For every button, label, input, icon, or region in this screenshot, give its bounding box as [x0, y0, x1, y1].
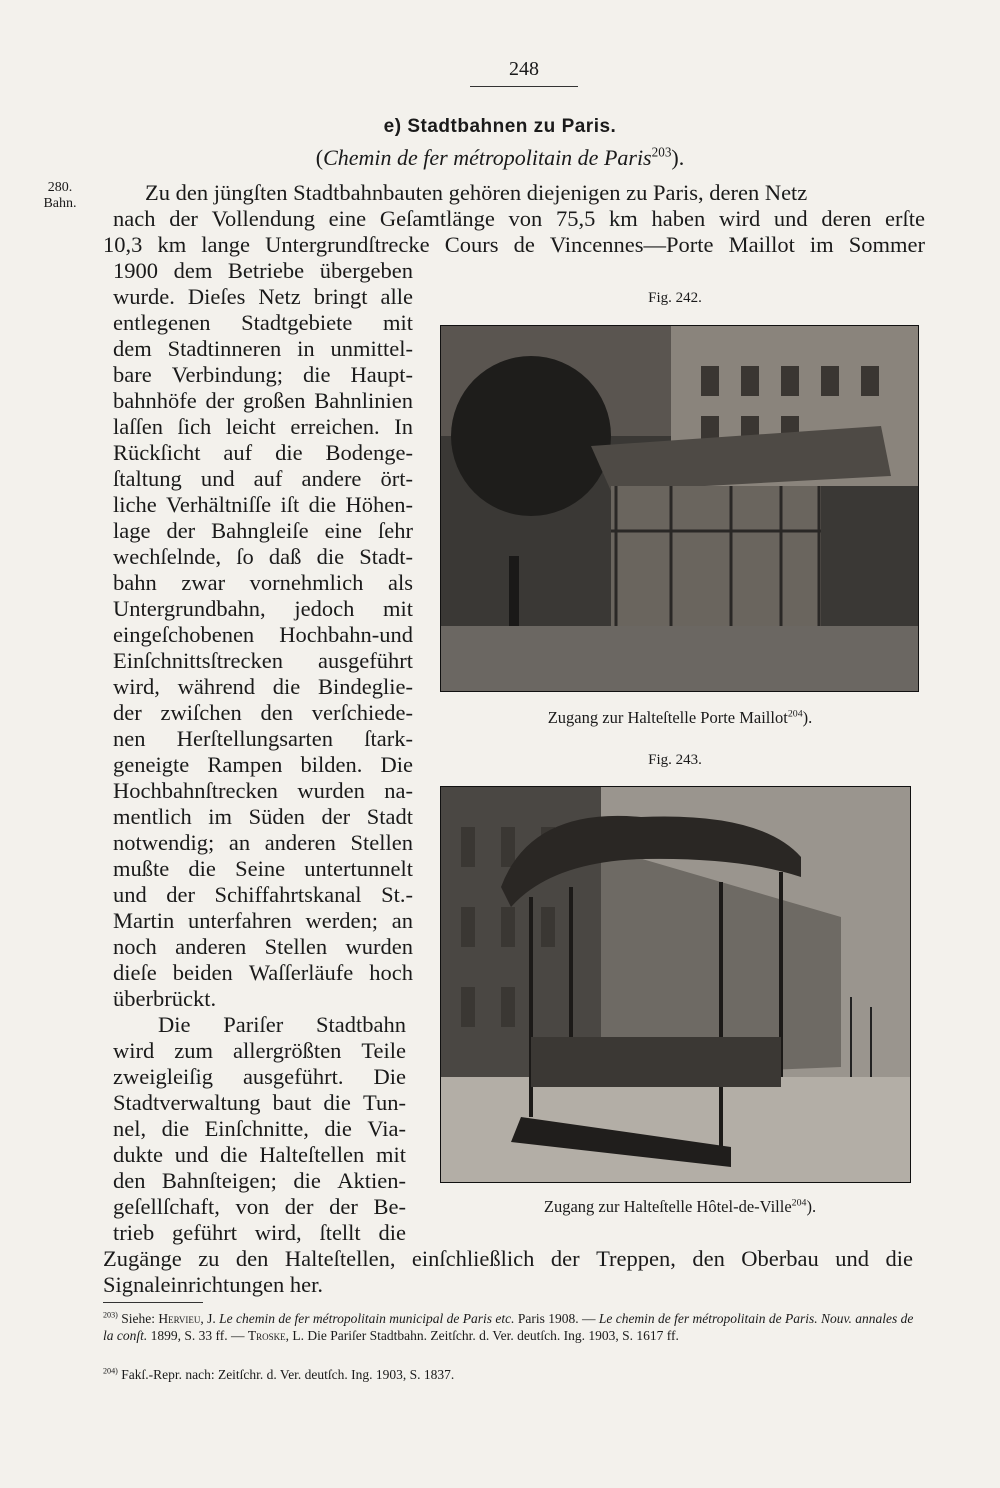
word: einſchließlich	[411, 1246, 535, 1271]
word: Bahnſteigen;	[161, 1168, 277, 1193]
word: wechſelnde,	[113, 544, 222, 569]
word: Süden	[248, 804, 305, 829]
word: untertunnelt	[304, 856, 413, 881]
word: Untergrundbahn,	[113, 596, 266, 621]
word: die	[308, 492, 337, 517]
caption-close: ).	[802, 708, 813, 727]
word: erreichen.	[290, 414, 380, 439]
word: und	[200, 466, 235, 491]
caption-text: Zugang zur Halteſtelle Hôtel-de-Ville	[543, 1197, 792, 1216]
word: Waſſerläufe	[248, 960, 354, 985]
word: die	[188, 856, 216, 881]
word: na-	[384, 778, 413, 803]
word: die	[220, 1142, 248, 1167]
word: den	[113, 1168, 146, 1193]
word: die	[272, 674, 301, 699]
word: 1900	[113, 258, 158, 283]
body-line	[113, 908, 413, 934]
word: Die	[158, 1012, 191, 1037]
word: auf	[253, 466, 283, 491]
footnote-text: Fakſ.-Repr. nach: Zeitſchr. d. Ver. deutſch. Ing. 1903, S. 1837.	[121, 1367, 455, 1382]
body-line	[113, 258, 413, 284]
word: ſtaltung	[113, 466, 182, 491]
word: den	[692, 1246, 725, 1271]
body-line	[103, 1246, 913, 1272]
word: geneigte	[113, 752, 190, 777]
body-line: Signaleinrichtungen her.	[103, 1272, 323, 1297]
footnote	[103, 1310, 923, 1344]
word: dukte	[113, 1142, 163, 1167]
word: eine	[328, 206, 367, 231]
word: Stadt	[366, 804, 413, 829]
body-line	[113, 1194, 406, 1220]
word: Maillot	[728, 232, 795, 257]
word: erſte	[885, 206, 925, 231]
word: unterfahren	[188, 908, 292, 933]
body-line	[113, 362, 413, 388]
word: Verhältniſſe	[166, 492, 272, 517]
word: bringt	[313, 284, 368, 309]
word: eine	[324, 518, 363, 543]
word: Stellen	[264, 934, 328, 959]
figure-photo-porte-maillot	[440, 325, 919, 692]
body-line	[113, 830, 413, 856]
word: der	[284, 1194, 314, 1219]
word: eingeſchobenen	[113, 622, 255, 647]
body-line	[113, 804, 413, 830]
body-line	[113, 622, 413, 648]
figure-caption	[460, 708, 900, 728]
word: die	[303, 362, 331, 387]
word: Stadtverwaltung	[113, 1090, 261, 1115]
word: bare	[113, 362, 152, 387]
word: Bahngleiſe	[211, 518, 309, 543]
body-line	[158, 1012, 406, 1038]
word: Vollendung	[211, 206, 315, 231]
word: Sommer	[848, 232, 925, 257]
word: mit	[375, 1142, 406, 1167]
word: bahn	[113, 570, 157, 595]
word: ſo	[236, 544, 254, 569]
word: an	[391, 908, 413, 933]
word: Betriebe	[227, 258, 305, 283]
figure-photo-hotel-de-ville	[440, 786, 911, 1183]
margin-note-label: Bahn.	[43, 196, 77, 211]
footnote-text: 1899, S. 33 ff. —	[147, 1328, 248, 1343]
word: dem	[113, 336, 152, 361]
word: auf	[223, 440, 253, 465]
word: dem	[173, 258, 213, 283]
page-number: 248	[509, 58, 539, 80]
word: andere	[301, 466, 362, 491]
body-line	[113, 544, 413, 570]
word: Verbindung;	[171, 362, 283, 387]
word: noch	[113, 934, 157, 959]
word: notwendig;	[113, 830, 215, 855]
word: Stadtinneren	[167, 336, 282, 361]
body-line	[113, 414, 413, 440]
figure-label: Fig. 243.	[648, 752, 702, 768]
footnote	[103, 1366, 923, 1383]
body-line	[113, 856, 413, 882]
word: mit	[382, 310, 413, 335]
word: beiden	[172, 960, 233, 985]
body-line	[113, 492, 413, 518]
body-line	[113, 1142, 406, 1168]
body-line	[113, 726, 413, 752]
word: und	[174, 1142, 209, 1167]
page-number-rule	[470, 86, 578, 87]
word: mit	[382, 596, 413, 621]
body-line	[113, 388, 413, 414]
figure-caption	[460, 1197, 900, 1217]
word: Bodenge-	[325, 440, 413, 465]
word: baut	[272, 1090, 312, 1115]
subtitle-italic: Chemin de fer métropolitain de Paris	[323, 145, 652, 170]
body-line	[113, 284, 413, 310]
word: wurden	[297, 778, 365, 803]
footnote-title: Le chemin de fer métropolitain de Paris. Nouv. annales de la conſt.	[103, 1311, 914, 1343]
word: Höhen-	[345, 492, 413, 517]
word: die	[323, 1090, 351, 1115]
body-line: überbrückt.	[113, 986, 217, 1011]
body-line	[113, 648, 413, 674]
word: Tun-	[363, 1090, 406, 1115]
body-line	[113, 778, 413, 804]
word: an	[228, 830, 251, 855]
word: Stellen	[350, 830, 413, 855]
word: St.-	[381, 882, 413, 907]
footnote-rule	[103, 1302, 203, 1303]
word: verſchiede-	[311, 700, 413, 725]
body-line	[113, 960, 413, 986]
footnote-author: Hervieu, J.	[158, 1311, 216, 1326]
word: Zugänge	[103, 1246, 182, 1271]
word: Stadtbahn	[315, 1012, 406, 1037]
caption-footnote-ref: 204	[787, 708, 803, 720]
word: die	[316, 544, 345, 569]
word: von	[508, 206, 543, 231]
word: Halteſtellen,	[284, 1246, 396, 1271]
word: Martin	[113, 908, 175, 933]
word: Untergrundſtrecke	[265, 232, 430, 257]
margin-note-number: 280.	[47, 180, 73, 195]
word: Aktien-	[337, 1168, 406, 1193]
word: wird,	[113, 674, 160, 699]
body-line	[103, 232, 925, 258]
word: Via-	[367, 1116, 406, 1141]
word: Bindeglie-	[318, 674, 413, 699]
word: ſehr	[378, 518, 413, 543]
word: zu	[198, 1246, 220, 1271]
word: deren	[821, 206, 872, 231]
word: in	[297, 336, 315, 361]
word: zwar	[181, 570, 226, 595]
body-line	[113, 206, 925, 232]
word: nach	[113, 206, 156, 231]
footnote-number: 204)	[103, 1366, 118, 1376]
word: ausgeführt.	[242, 1064, 344, 1089]
figure-label: Fig. 242.	[648, 290, 702, 306]
word: der	[321, 804, 351, 829]
word: Dieſes	[187, 284, 246, 309]
body-line	[113, 570, 413, 596]
body-line	[113, 700, 413, 726]
word: lage	[113, 518, 151, 543]
word: ſtark-	[364, 726, 413, 751]
body-line	[113, 934, 413, 960]
subtitle-open: (	[315, 145, 324, 170]
subtitle-close: ).	[671, 145, 685, 170]
word: Pariſer	[223, 1012, 284, 1037]
word: vornehmlich	[249, 570, 364, 595]
body-line	[113, 336, 413, 362]
word: Hochbahnſtrecken	[113, 778, 278, 803]
word: mußte	[113, 856, 170, 881]
word: der	[166, 882, 195, 907]
body-line	[113, 752, 413, 778]
body-line	[113, 518, 413, 544]
word: ſtellt	[319, 1220, 361, 1245]
footnote-title: Le chemin de fer métropolitain municipal de Paris etc.	[215, 1311, 515, 1326]
word: die	[161, 1116, 190, 1141]
word: mentlich	[113, 804, 192, 829]
word: km	[157, 232, 187, 257]
caption-footnote-ref: 204	[791, 1197, 807, 1209]
word: laſſen	[113, 414, 163, 439]
word: Herſtellungsarten	[176, 726, 333, 751]
word: anderen	[264, 830, 336, 855]
word: und	[835, 1246, 869, 1271]
word: Die	[380, 752, 413, 777]
word: der	[113, 700, 142, 725]
word: Stadt-	[359, 544, 413, 569]
word: Cours	[444, 232, 499, 257]
word: werden;	[305, 908, 378, 933]
word: entlegenen	[113, 310, 211, 335]
word: der	[550, 1246, 580, 1271]
word: liche	[113, 492, 157, 517]
photo-illustration	[441, 787, 910, 1182]
word: zum	[174, 1038, 214, 1063]
word: und	[113, 882, 147, 907]
word: daß	[268, 544, 302, 569]
body-line	[113, 674, 413, 700]
word: zweigleiſig	[113, 1064, 213, 1089]
word: im	[809, 232, 834, 257]
word: im	[208, 804, 233, 829]
word: geführt	[172, 1220, 237, 1245]
word: die	[275, 440, 303, 465]
body-line	[113, 466, 413, 492]
word: Die	[373, 1064, 406, 1089]
word: allergrößten	[233, 1038, 342, 1063]
word: Rückſicht	[113, 440, 201, 465]
word: Be-	[373, 1194, 406, 1219]
caption-text: Zugang zur Halteſtelle Porte Maillot	[547, 708, 788, 727]
word: bahnhöfe	[113, 388, 197, 413]
word: Schiffahrtskanal	[214, 882, 362, 907]
footnote-text: Siehe:	[121, 1311, 159, 1326]
footnote-author: Troske, L.	[247, 1328, 305, 1343]
word: die	[885, 1246, 913, 1271]
word: unmittel-	[330, 336, 413, 361]
word: haben	[651, 206, 706, 231]
body-line	[113, 1220, 406, 1246]
word: ausgeführt	[318, 648, 413, 673]
body-line	[113, 1064, 406, 1090]
body-line	[113, 1116, 406, 1142]
section-subtitle	[0, 145, 1000, 171]
word: Haupt-	[350, 362, 413, 387]
word: nel,	[113, 1116, 147, 1141]
margin-note	[30, 180, 90, 212]
word: zwiſchen	[160, 700, 242, 725]
word: Stadtgebiete	[241, 310, 353, 335]
word: trieb	[113, 1220, 155, 1245]
body-line	[113, 882, 413, 908]
word: die	[293, 1168, 321, 1193]
word: wird,	[254, 1220, 302, 1245]
word: bilden.	[300, 752, 363, 777]
word: übergeben	[319, 258, 413, 283]
word: Bahnlinien	[314, 388, 413, 413]
word: der	[166, 518, 196, 543]
body-line: Zu den jüngſten Stadtbahnbauten gehören diejenigen zu Paris, deren Netz	[145, 180, 808, 205]
body-line	[113, 440, 413, 466]
body-line	[113, 1038, 406, 1064]
word: Treppen,	[596, 1246, 676, 1271]
word: lange	[201, 232, 251, 257]
body-line	[113, 1090, 406, 1116]
footnote-number: 203)	[103, 1310, 118, 1320]
word: In	[394, 414, 413, 439]
word: 75,5	[555, 206, 596, 231]
word: wurde.	[113, 284, 175, 309]
word: von	[235, 1194, 270, 1219]
word: hoch	[369, 960, 413, 985]
word: während	[177, 674, 256, 699]
word: Teile	[361, 1038, 406, 1063]
word: dieſe	[113, 960, 157, 985]
body-line	[113, 310, 413, 336]
photo-illustration	[441, 326, 918, 691]
word: wird	[113, 1038, 155, 1063]
word: großen	[242, 388, 306, 413]
word: km	[609, 206, 638, 231]
word: de	[513, 232, 535, 257]
word: Einſchnitte,	[204, 1116, 309, 1141]
word: Vincennes—Porte	[549, 232, 714, 257]
subtitle-footnote-ref: 203	[651, 144, 672, 160]
word: geſellſchaft,	[113, 1194, 220, 1219]
word: Rampen	[207, 752, 283, 777]
word: der	[205, 388, 235, 413]
footnote-text: Die Pariſer Stadtbahn. Zeitſchr. d. Ver. deutſch. Ing. 1903, S. 1617 ff.	[304, 1328, 679, 1343]
word: wurden	[345, 934, 413, 959]
word: anderen	[175, 934, 247, 959]
word: Seine	[235, 856, 286, 881]
footnote-text: Paris 1908. —	[514, 1311, 599, 1326]
section-heading: e) Stadtbahnen zu Paris.	[383, 116, 617, 137]
word: der	[169, 206, 198, 231]
word: Hochbahn-und	[279, 622, 413, 647]
word: jedoch	[294, 596, 355, 621]
word: den	[260, 700, 294, 725]
word: der	[329, 1194, 358, 1219]
word: als	[387, 570, 413, 595]
word: iſt	[280, 492, 300, 517]
word: Netz	[258, 284, 301, 309]
word: Oberbau	[741, 1246, 819, 1271]
word: Halteſtellen	[259, 1142, 365, 1167]
word: wird	[718, 206, 761, 231]
word: leicht	[225, 414, 276, 439]
caption-close: ).	[806, 1197, 817, 1216]
word: ſich	[177, 414, 212, 439]
word: den	[235, 1246, 269, 1271]
body-line	[113, 1168, 406, 1194]
word: 10,3	[103, 232, 143, 257]
word: nen	[113, 726, 146, 751]
word: alle	[380, 284, 413, 309]
word: Geſamtlänge	[379, 206, 495, 231]
word: Einſchnittsſtrecken	[113, 648, 283, 673]
word: und	[773, 206, 808, 231]
word: die	[324, 1116, 352, 1141]
word: ört-	[380, 466, 413, 491]
word: die	[378, 1220, 406, 1245]
body-line	[113, 596, 413, 622]
